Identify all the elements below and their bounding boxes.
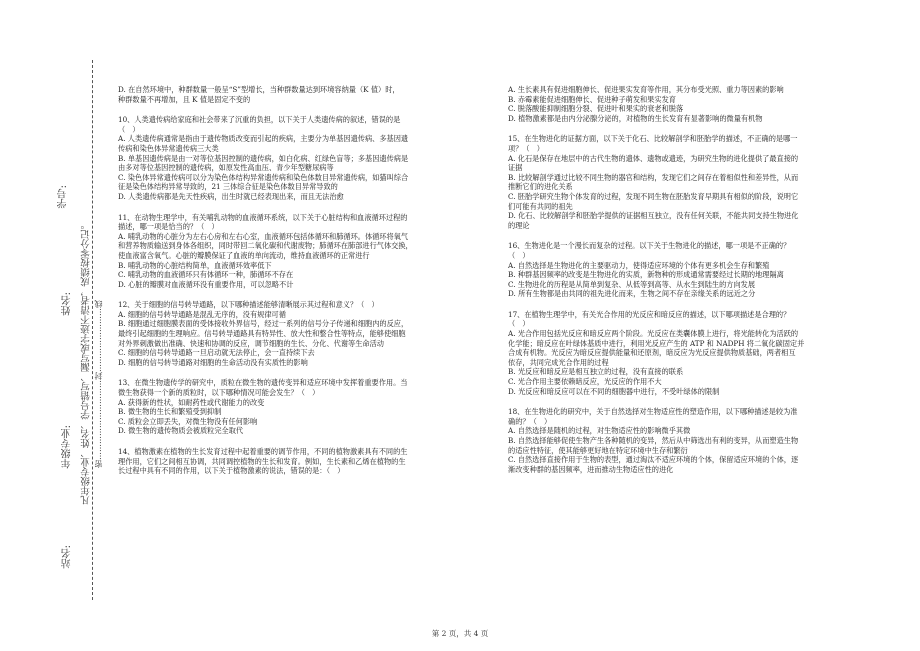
question-line: 渐改变种群的基因频率，进而推动生物适应性的进化 <box>508 464 674 474</box>
question-line: C. 染色体异常遗传病可以分为染色体结构异常遗传病和染色体数目异常遗传病，如猫叫综合 <box>118 172 409 182</box>
question-line: C. 自然选择直接作用于生物的表型，通过淘汰不适应环境的个体，保留适应环境的个体，逐 <box>508 455 799 465</box>
question-line: （ ） <box>508 319 530 329</box>
question-line: A. 生长素具有促进细胞伸长、促进果实发育等作用，其分布受光照、重力等因素的影响 <box>508 85 784 94</box>
question-line: 11、在动物生理学中，有关哺乳动物的血液循环系统，以下关于心脏结构和血液循环过程的 <box>118 212 408 222</box>
right-column <box>508 85 838 485</box>
question-q14 <box>118 447 448 476</box>
seal-line-text: 密…………………………封……………………线 <box>94 300 103 468</box>
question-line: C. 光合作用主要依赖暗反应，光反应的作用不大 <box>508 377 662 387</box>
left-column <box>118 85 448 487</box>
question-line: 传病和染色体异常遗传病三大类 <box>118 143 219 153</box>
question-line: A. 细胞的信号转导通路是混乱无序的，没有规律可循 <box>118 309 286 319</box>
question-line: B. 比较解剖学通过比较不同生物的器官和结构，发现它们之间存在着相似性和差异性，从而 <box>508 172 799 182</box>
question-line: 证据 <box>508 163 523 173</box>
question-line: C. 细胞的信号转导通路一旦启动就无法停止，会一直持续下去 <box>118 348 315 358</box>
question-line: 的适应性特征，使其能够更好地在特定环境中生存和繁衍 <box>508 445 688 455</box>
question-line: 理作用，它们之间相互协调，共同调控植物的生长和发育。例如，生长素和乙烯在植物的生 <box>118 456 406 466</box>
question-line: B. 种群基因频率的改变是生物进化的实质，新物种的形成通常需要经过长期的地理隔离 <box>508 270 784 280</box>
question-q9tail <box>118 85 448 104</box>
binding-margin <box>0 0 110 651</box>
name-label: 姓名: <box>62 292 73 316</box>
question-line: 对外界刺激做出准确、快速和协调的反应，调节细胞的生长、分化、代谢等生命活动 <box>118 338 384 348</box>
question-line: 由多对等位基因控制的遗传病，如原发性高血压、青少年型糖尿病等 <box>118 163 334 173</box>
question-line: A. 获得新的性状，如耐药性或代谢能力的改变 <box>118 397 265 407</box>
question-line: A. 化石是保存在地层中的古代生物的遗体、遗物或遗迹，为研究生物的进化提供了最直接的 <box>508 153 799 163</box>
question-line: C. 胚胎学研究生物个体发育的过程，发现不同生物在胚胎发育早期具有相似的阶段，说明它 <box>508 191 799 201</box>
question-line: B. 赤霉素能促进细胞伸长、促进种子萌发和果实发育 <box>508 94 676 104</box>
question-line: 和营养物质输送到身体各组织，同时带回二氧化碳和代谢废物；肺循环在肺部进行气体交换， <box>118 241 413 251</box>
question-line: 长过程中具有不同的作用，以下关于植物激素的说法，错误的是：（ ） <box>118 466 345 476</box>
question-line: 征是染色体结构异常导致的，21 三体综合征是染色体数目异常导致的 <box>118 182 338 192</box>
question-line: 微生物获得一个新的质粒时，以下哪种情况可能会发生？（ ） <box>118 388 320 398</box>
question-q18 <box>508 407 838 474</box>
question-line: B. 微生物的生长和繁殖受到抑制 <box>118 407 222 417</box>
question-line: D. 细胞的信号转导通路对细胞的生命活动没有实质性的影响 <box>118 357 308 367</box>
question-line: （ ） <box>508 250 530 260</box>
question-line: 化学能；暗反应在叶绿体基质中进行，利用光反应产生的 ATP 和 NADPH 将二氧化碳固定并 <box>508 338 805 348</box>
question-line: B. 光反应和暗反应是相互独立的过程，没有直接的联系 <box>508 367 684 377</box>
question-line: 17、在植物生理学中，有关光合作用的光反应和暗反应的描述，以下哪项描述是合理的？ <box>508 309 791 319</box>
question-line: 16、生物进化是一个漫长而复杂的过程。以下关于生物进化的描述，哪一项是不正确的？ <box>508 241 791 251</box>
question-line: B. 自然选择能够促使生物产生各种随机的变异，然后从中筛选出有利的变异，从而塑造生物 <box>508 436 799 445</box>
question-line: B. 细胞通过细胞膜表面的受体接收外界信号，经过一系列的信号分子传递和细胞内的反应， <box>118 319 409 329</box>
question-line: D. 在自然环境中，种群数量一般呈“S”型增长，当种群数量达到环境容纳量（K 值）时， <box>118 85 400 94</box>
question-line: 18、在生物进化的研究中，关于自然选择对生物适应性的塑造作用，以下哪种描述是较为准 <box>508 407 798 417</box>
question-line: 种群数量不再增加，且 K 值是固定不变的 <box>118 94 251 104</box>
question-line: D. 人类遗传病都是先天性疾病，出生时就已经表现出来，而且无法治愈 <box>118 191 344 201</box>
question-line: D. 光反应和暗反应可以在不同的细胞器中进行，不受叶绿体的限制 <box>508 386 720 396</box>
question-line: 依存，共同完成光合作用的过程 <box>508 357 609 367</box>
seat-label: 站名: <box>62 545 73 569</box>
question-line: C. 脱落酸能抑制细胞分裂、促进叶和果实的衰老和脱落 <box>508 104 684 114</box>
question-line: 描述，哪一项是恰当的？（ ） <box>118 222 219 232</box>
question-line: 12、关于细胞的信号转导通路，以下哪种描述能够清晰展示其过程和意义？（ ） <box>118 300 379 310</box>
question-q11 <box>118 213 448 290</box>
question-q13 <box>118 378 448 436</box>
question-line: A. 哺乳动物的心脏分为左右心房和左右心室，血液循环包括体循环和肺循环。体循环将氧气 <box>118 231 409 241</box>
question-line: A. 光合作用包括光反应和暗反应两个阶段。光反应在类囊体膜上进行，将光能转化为活跃的 <box>508 329 799 339</box>
question-line: D. 心脏的瓣膜对血液循环没有重要作用，可以忽略不计 <box>118 279 294 289</box>
question-line: 的理论 <box>508 220 530 230</box>
question-line: D. 植物激素都是由内分泌腺分泌的，对植物的生长发育有显著影响的微量有机物 <box>508 113 763 123</box>
question-line: 最终引起细胞的生理响应。信号转导通路具有特异性、放大性和整合性等特点，能够使细胞 <box>118 329 406 339</box>
question-line: 确的？（ ） <box>508 416 552 426</box>
question-line: （ ） <box>118 124 140 134</box>
student-id-label: 学号: <box>58 185 69 209</box>
question-line: D. 化石、比较解剖学和胚胎学提供的证据相互独立，没有任何关联，不能共同支持生物进化 <box>508 211 799 221</box>
question-line: 合成有机物。光反应为暗反应提供能量和还原剂，暗反应为光反应提供物质基础，两者相互 <box>508 348 796 358</box>
question-line: 13、在微生物遗传学的研究中，质粒在微生物的遗传变异和适应环境中发挥着重要作用。当 <box>118 378 408 388</box>
question-q12 <box>118 300 448 367</box>
grade-major-label: 年级专业: <box>62 425 73 469</box>
question-line: B. 单基因遗传病是由一对等位基因控制的遗传病，如白化病、红绿色盲等；多基因遗传病是 <box>118 153 409 163</box>
question-line: C. 质粒会立即丢失，对微生物没有任何影响 <box>118 416 258 426</box>
question-line: A. 人类遗传病通常是指由于遗传物质改变而引起的疾病，主要分为单基因遗传病、多基因遗 <box>118 134 409 144</box>
question-line: 10、人类遗传病给家庭和社会带来了沉重的负担，以下关于人类遗传病的叙述，错误的是 <box>118 115 401 125</box>
question-line: 推断它们的进化关系 <box>508 182 573 192</box>
question-line: A. 自然选择是生物进化的主要驱动力，使得适应环境的个体有更多机会生存和繁殖 <box>508 260 770 270</box>
question-line: 们可能有共同的祖先 <box>508 201 573 211</box>
question-line: A. 自然选择是随机的过程，对生物适应性的影响微乎其微 <box>508 426 691 436</box>
question-line: D. 微生物的遗传物质会被质粒完全取代 <box>118 426 244 436</box>
question-line: 14、植物激素在植物的生长发育过程中起着重要的调节作用，不同的植物激素具有不同的生 <box>118 447 408 456</box>
question-line: B. 哺乳动物的心脏结构简单，血液循环效率低下 <box>118 260 272 270</box>
page-number: 第 2 页，共 4 页 <box>431 629 489 638</box>
question-line: D. 所有生物都是由共同的祖先进化而来，生物之间不存在亲缘关系的远近之分 <box>508 289 756 299</box>
question-line: 项？（ ） <box>508 143 544 153</box>
question-line: C. 生物进化的历程是从简单到复杂、从低等到高等、从水生到陆生的方向发展 <box>508 279 756 289</box>
question-q14opts <box>508 85 838 123</box>
question-line: 使血液富含氧气。心脏的瓣膜保证了血液的单向流动，维持血液循环的正常进行 <box>118 250 370 260</box>
question-q10 <box>118 115 448 201</box>
question-line: 15、在生物进化的证据方面，以下关于化石、比较解剖学和胚胎学的描述，不正确的是哪一 <box>508 134 798 144</box>
question-q17 <box>508 310 838 396</box>
invalid-note: 凡年级专业、姓名、学号错写、漏写或字迹不清者，成绩按零分记。 <box>81 220 92 505</box>
question-q16 <box>508 241 838 299</box>
question-q15 <box>508 134 838 230</box>
question-line: C. 哺乳动物的血液循环只有体循环一种，肺循环不存在 <box>118 270 294 280</box>
